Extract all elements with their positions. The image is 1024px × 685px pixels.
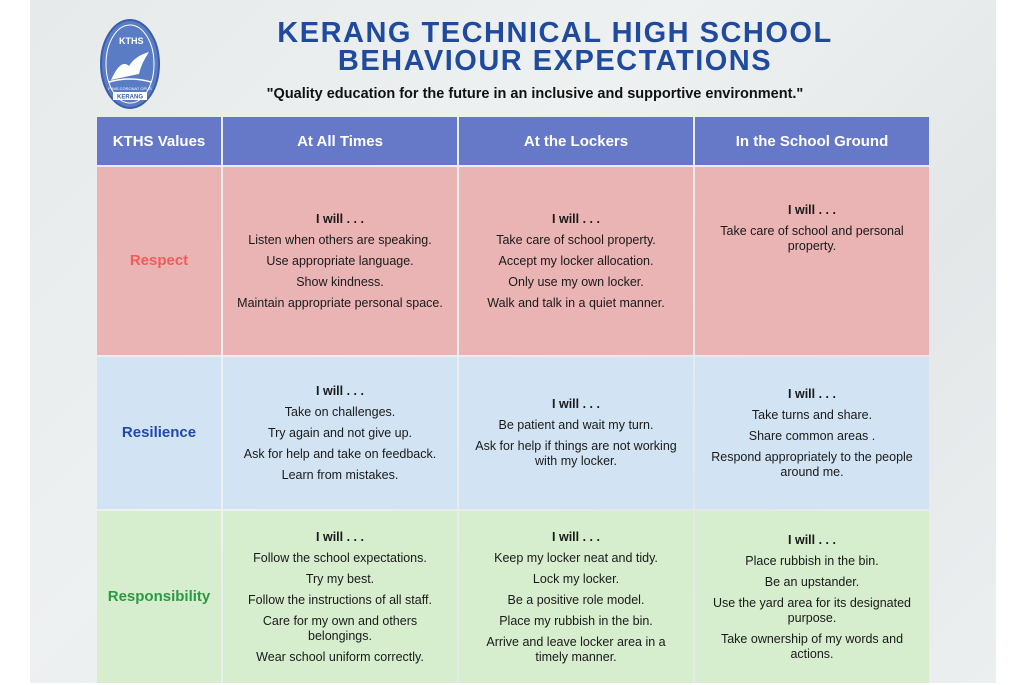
expectation-item: Wear school uniform correctly.	[256, 649, 424, 664]
expectation-item: Try my best.	[305, 571, 375, 586]
i-will-lead: I will . . .	[552, 529, 600, 544]
page-title-line-1: KERANG TECHNICAL HIGH SCHOOL	[277, 17, 833, 49]
i-will-lead: I will . . .	[316, 383, 364, 398]
expectation-item: Maintain appropriate personal space.	[237, 295, 443, 310]
header-at-all-times: At All Times	[223, 117, 457, 165]
expectation-item: Walk and talk in a quiet manner.	[487, 295, 665, 310]
header-at-the-lockers: At the Lockers	[459, 117, 693, 165]
expectation-item: Show kindness.	[296, 274, 384, 289]
expectation-item: Respond appropriately to the people around me.	[711, 449, 913, 479]
expectation-item: Learn from mistakes.	[281, 467, 399, 482]
expectation-cell	[459, 167, 693, 355]
expectation-item: Lock my locker.	[532, 571, 620, 586]
school-logo	[99, 18, 161, 110]
i-will-lead: I will . . .	[552, 211, 600, 226]
expectation-cell	[695, 167, 929, 355]
behaviour-matrix	[95, 115, 931, 685]
expectation-item: Share common areas .	[748, 428, 876, 443]
value-label: Responsibility	[107, 588, 211, 605]
header-row	[97, 117, 929, 165]
expectation-cell	[695, 357, 929, 509]
i-will-lead: I will . . .	[316, 529, 364, 544]
expectation-item: Take ownership of my words and actions.	[720, 631, 904, 661]
expectation-item: Take on challenges.	[284, 404, 396, 419]
expectation-item: Place rubbish in the bin.	[745, 553, 879, 568]
expectation-item: Follow the school expectations.	[253, 550, 427, 565]
value-label: Respect	[129, 252, 189, 269]
value-cell	[97, 167, 221, 355]
svg-text:FINIS CORONAT OPUS: FINIS CORONAT OPUS	[108, 86, 152, 91]
value-label: Resilience	[121, 424, 197, 441]
i-will-lead: I will . . .	[788, 203, 836, 217]
row-responsibility	[97, 511, 929, 683]
expectation-cell	[695, 511, 929, 683]
expectation-cell	[223, 167, 457, 355]
header-school-ground: In the School Ground	[695, 117, 929, 165]
expectation-item: Be an upstander.	[764, 574, 860, 589]
expectation-item: Take turns and share.	[751, 407, 873, 422]
expectation-cell	[459, 357, 693, 509]
i-will-lead: I will . . .	[552, 397, 600, 411]
expectation-cell	[223, 357, 457, 509]
header-values: KTHS Values	[97, 117, 221, 165]
expectation-item: Be patient and wait my turn.	[498, 418, 654, 432]
i-will-lead: I will . . .	[788, 386, 836, 401]
i-will-lead: I will . . .	[316, 211, 364, 226]
expectation-item: Accept my locker allocation.	[498, 253, 654, 268]
row-respect	[97, 167, 929, 355]
expectation-item: Use appropriate language.	[266, 253, 414, 268]
school-motto: "Quality education for the future in an inclusive and supportive environment."	[266, 86, 804, 102]
expectation-item: Try again and not give up.	[267, 425, 413, 440]
expectation-item: Be a positive role model.	[507, 592, 645, 607]
page-title-line-2: BEHAVIOUR EXPECTATIONS	[337, 45, 773, 77]
expectation-item: Only use my own locker.	[508, 274, 644, 289]
value-cell	[97, 357, 221, 509]
expectation-item: Ask for help and take on feedback.	[243, 446, 437, 461]
expectation-item: Keep my locker neat and tidy.	[494, 550, 658, 565]
value-cell	[97, 511, 221, 683]
expectation-cell	[223, 511, 457, 683]
i-will-lead: I will . . .	[788, 532, 836, 547]
expectation-cell	[459, 511, 693, 683]
expectation-item: Take care of school property.	[496, 232, 656, 247]
expectation-item: Arrive and leave locker area in a timely manner.	[486, 634, 666, 664]
row-resilience	[97, 357, 929, 509]
expectation-item: Listen when others are speaking.	[248, 232, 432, 247]
expectation-item: Take care of school and personal property.	[720, 224, 904, 253]
expectation-item: Place my rubbish in the bin.	[499, 613, 653, 628]
expectation-item: Use the yard area for its designated purpose.	[712, 595, 912, 625]
expectation-item: Follow the instructions of all staff.	[248, 592, 432, 607]
expectation-item: Ask for help if things are not working with my locker.	[475, 439, 677, 468]
svg-text:KTHS: KTHS	[119, 36, 144, 46]
svg-text:KERANG: KERANG	[116, 94, 144, 101]
expectation-item: Care for my own and others belongings.	[262, 613, 418, 643]
